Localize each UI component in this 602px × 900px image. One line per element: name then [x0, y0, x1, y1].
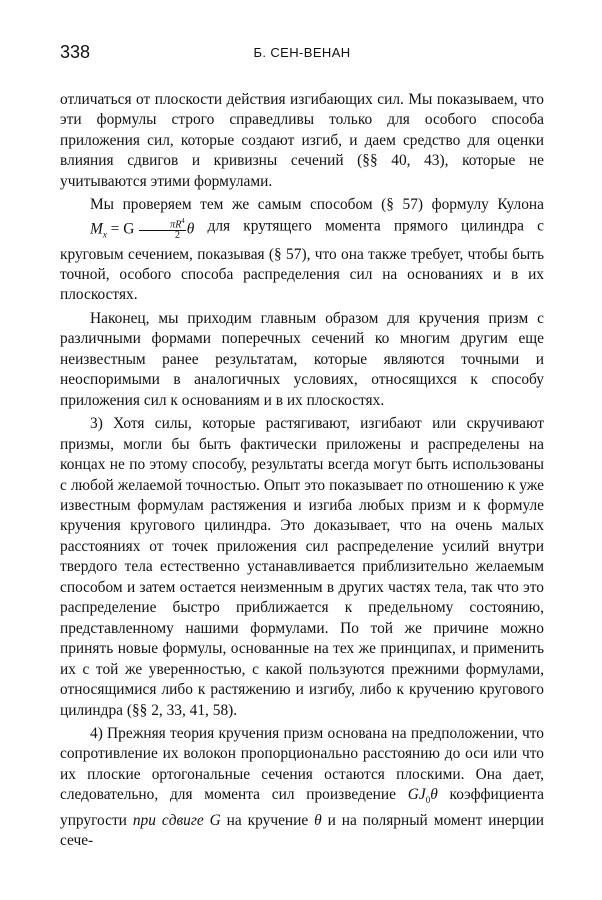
- formula-fraction: [139, 216, 186, 241]
- numerator-r: R: [175, 219, 182, 231]
- paragraph-3: Наконец, мы приходим главным образом для кручения призм с различными формами поперечных сечений ко многим другим еще неизвестным ранее результатам, которые являются точными и неоспоримыми в аналогичных условиях, относящихся к способу приложения сил к основаниям и в их плоскостях.: [60, 309, 544, 409]
- paragraph-2-text-before: Мы проверяем тем же самым способом (§ 57) формулу Кулона: [90, 196, 544, 214]
- fraction-denominator: 2: [174, 230, 180, 242]
- paragraph-1: отличаться от плоскости действия изгибающих сил. Мы показываем, что эти формулы строго справедливы только для особого способа приложения сил, которые создают изгиб, и даем средство для оценки влияния сдвигов и кривизны сечений (§§ 40, 43), которые не учитываются этими формулами.: [60, 91, 544, 190]
- numerator-pi: π: [170, 219, 176, 231]
- paragraph-5-text-before: 4) Прежняя теория кручения призм основана на предположении, что сопротивление их волокон пропорционально расстоянию до оси или что их плоские ортогональные сечения остаются плоскими. Она дает, следовательно, для момента сил произведение: [60, 725, 544, 804]
- formula-m-subscript: x: [102, 229, 107, 240]
- page-header: [60, 42, 544, 66]
- body-text: [60, 90, 544, 855]
- paragraph-5-italic: при сдвиге G: [132, 811, 221, 829]
- page-number: 338: [60, 42, 91, 62]
- gj-j: J: [418, 786, 426, 804]
- formula-m: M: [90, 220, 103, 238]
- gj-subscript: 0: [425, 795, 431, 806]
- gj-formula: [407, 786, 438, 806]
- fraction-numerator: [139, 216, 186, 231]
- formula-theta: θ: [186, 220, 195, 238]
- paragraph-5: [60, 724, 544, 852]
- coulomb-formula: [60, 216, 194, 245]
- paragraph-5-text-after: и на полярный момент инерции сече-: [60, 811, 545, 850]
- paragraph-5-text-mid2: на кручение: [220, 811, 315, 829]
- numerator-exponent: 4: [181, 216, 185, 225]
- gj-g: G: [407, 786, 419, 804]
- theta-symbol: θ: [314, 811, 322, 829]
- paragraph-4: 3) Хотя силы, которые растягивают, изгибают или скручивают призмы, могли бы быть фактически приложены и распределены на концах не по этому способу, результаты всегда могут быть использованы с любой желаемой точностью. Опыт это показывает по отношению к уже известным формулам растяжения и изгиба любых призм и к формуле кручения кругового цилиндра. Это доказывает, что на очень малых расстояниях от точек приложения сил распределение усилий внутри твердого тела естественно устанавливается приблизительно желаемым способом и затем остается неизменным в других частях тела, так что это распределение быстро приближается к предельному состоянию, представленному нашими формулами. По той же причине можно принять новые формулы, основанные на тех же принципах, и применить их с той же уверенностью, с какой пользуются прежними формулами, относящимися либо к растяжению и изгибу, либо к кручению кругового цилиндра (§§ 2, 33, 41, 58).: [60, 415, 544, 719]
- formula-equals-g: = G: [106, 220, 139, 238]
- paragraph-2: [60, 195, 544, 306]
- paragraph-5-text-mid1: коэффициента упругости: [60, 786, 544, 829]
- gj-theta: θ: [430, 786, 438, 804]
- running-head: Б. СЕН-ВЕНАН: [253, 45, 351, 60]
- paragraph-2-text-after: для крутящего момента прямого цилиндра с круговым сечением, показывая (§ 57), что она также требует, чтобы быть точной, особого способа распределения сил на основаниях и в их плоскостях.: [60, 217, 544, 304]
